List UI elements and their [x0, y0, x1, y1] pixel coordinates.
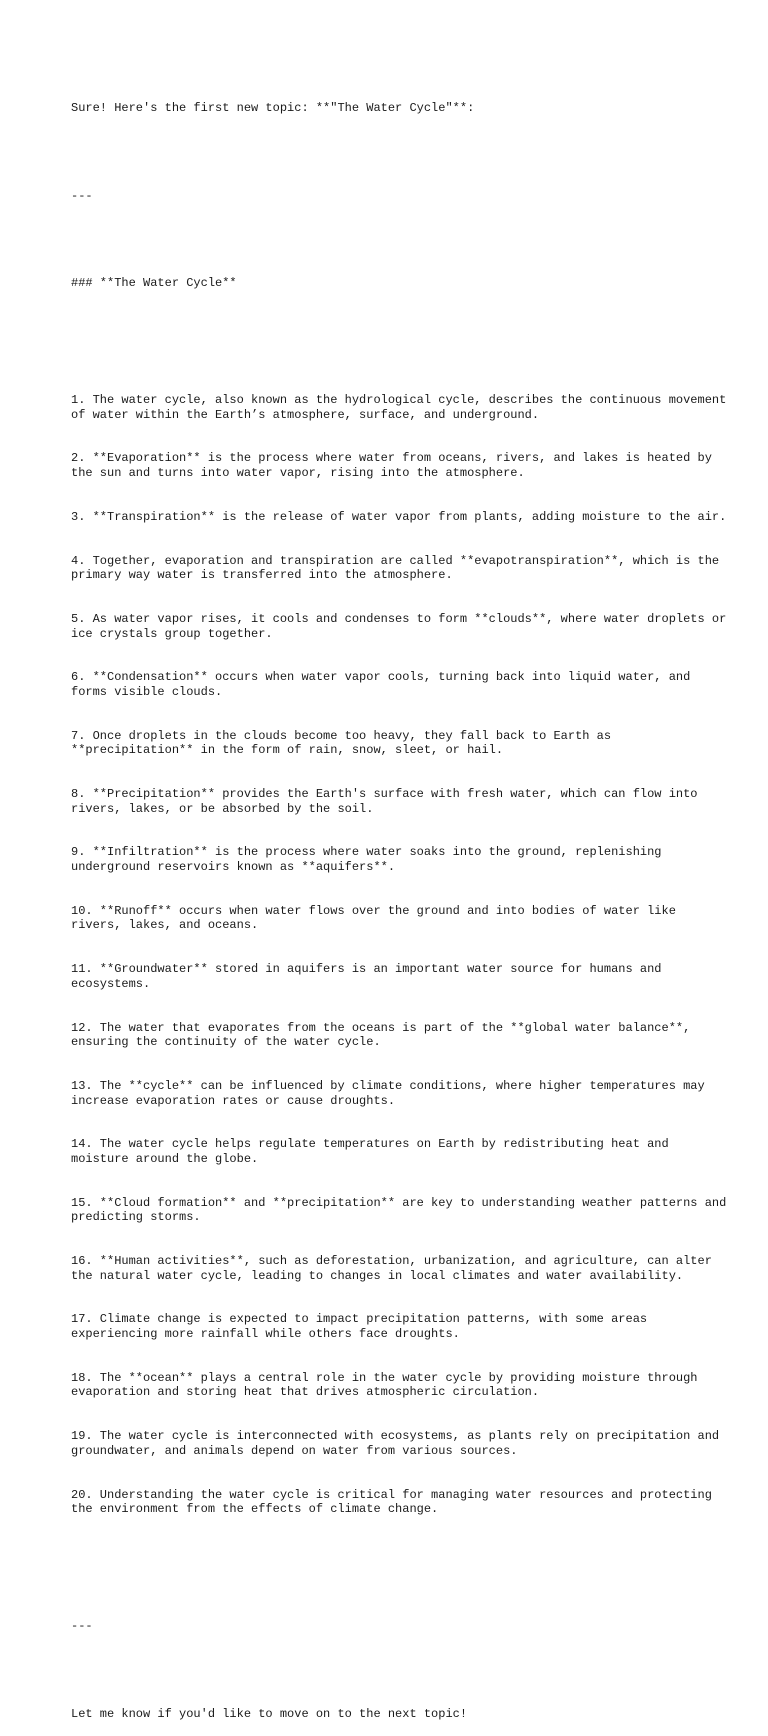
intro-text: Sure! Here's the first new topic: **"The Water Cycle"**: — [71, 101, 475, 116]
list-item: 16. **Human activities**, such as deforestation, urbanization, and agriculture, can alter the natural water cycle, leading to changes in local climates and water availability. — [71, 1254, 720, 1283]
blank-line — [71, 1575, 731, 1590]
list-item: 20. Understanding the water cycle is critical for managing water resources and protecting the environment from the effects of climate change. — [71, 1487, 720, 1517]
list-item: 7. Once droplets in the clouds become too heavy, they fall back to Earth as **precipitation** in the form of rain, snow, sleet, or hail. — [71, 728, 619, 758]
list-item: 12. The water that evaporates from the oceans is part of the **global water balance**, ensuring the continuity of the water cycle. — [71, 1020, 698, 1050]
list-item: 15. **Cloud formation** and **precipitation** are key to understanding weather patterns and predicting storms. — [71, 1195, 734, 1225]
list-item: 17. Climate change is expected to impact precipitation patterns, with some areas experiencing more rainfall while others face droughts. — [71, 1312, 655, 1342]
document-body — [71, 72, 734, 1736]
list-item: 19. The water cycle is interconnected with ecosystems, as plants rely on precipitation and groundwater, and animals depend on water from various sources. — [71, 1429, 727, 1458]
numbered-list — [71, 364, 734, 1546]
separator-top: --- — [71, 188, 93, 203]
list-item: 11. **Groundwater** stored in aquifers is an important water source for humans and ecosystems. — [71, 962, 669, 991]
blank-line — [71, 1663, 731, 1678]
blank-line — [71, 320, 731, 335]
list-item: 8. **Precipitation** provides the Earth's surface with fresh water, which can flow into rivers, lakes, or be absorbed by the soil. — [71, 787, 705, 816]
list-item: 5. As water vapor rises, it cools and condenses to form **clouds**, where water droplets or ice crystals group together. — [71, 611, 734, 641]
list-item: 13. The **cycle** can be influenced by climate conditions, where higher temperatures may increase evaporation rates or cause droughts. — [71, 1078, 712, 1108]
list-item: 14. The water cycle helps regulate temperatures on Earth by redistributing heat and moisture around the globe. — [71, 1137, 676, 1166]
separator-bottom: --- — [71, 1618, 93, 1633]
list-item: 9. **Infiltration** is the process where water soaks into the ground, replenishing underground reservoirs known as **aquifers**. — [71, 845, 669, 875]
list-item: 18. The **ocean** plays a central role in the water cycle by providing moisture through evaporation and storing heat that drives atmospheric circulation. — [71, 1370, 705, 1400]
list-item: 1. The water cycle, also known as the hydrological cycle, describes the continuous movement of water within the Earth’s atmosphere, surface, and underground. — [71, 393, 734, 422]
list-item: 2. **Evaporation** is the process where water from oceans, rivers, and lakes is heated by the sun and turns into water vapor, rising into the atmosphere. — [71, 451, 720, 481]
list-item: 3. **Transpiration** is the release of water vapor from plants, adding moisture to the air. — [71, 509, 727, 524]
outro-text: Let me know if you'd like to move on to the next topic! — [71, 1706, 468, 1721]
blank-line — [71, 233, 731, 248]
list-item: 6. **Condensation** occurs when water vapor cools, turning back into liquid water, and forms visible clouds. — [71, 670, 698, 699]
blank-line — [71, 145, 731, 160]
section-heading: ### **The Water Cycle** — [71, 276, 237, 291]
list-item: 10. **Runoff** occurs when water flows over the ground and into bodies of water like rivers, lakes, and oceans. — [71, 903, 684, 933]
list-item: 4. Together, evaporation and transpiration are called **evapotranspiration**, which is the primary way water is transferred into the atmosphere. — [71, 553, 727, 583]
